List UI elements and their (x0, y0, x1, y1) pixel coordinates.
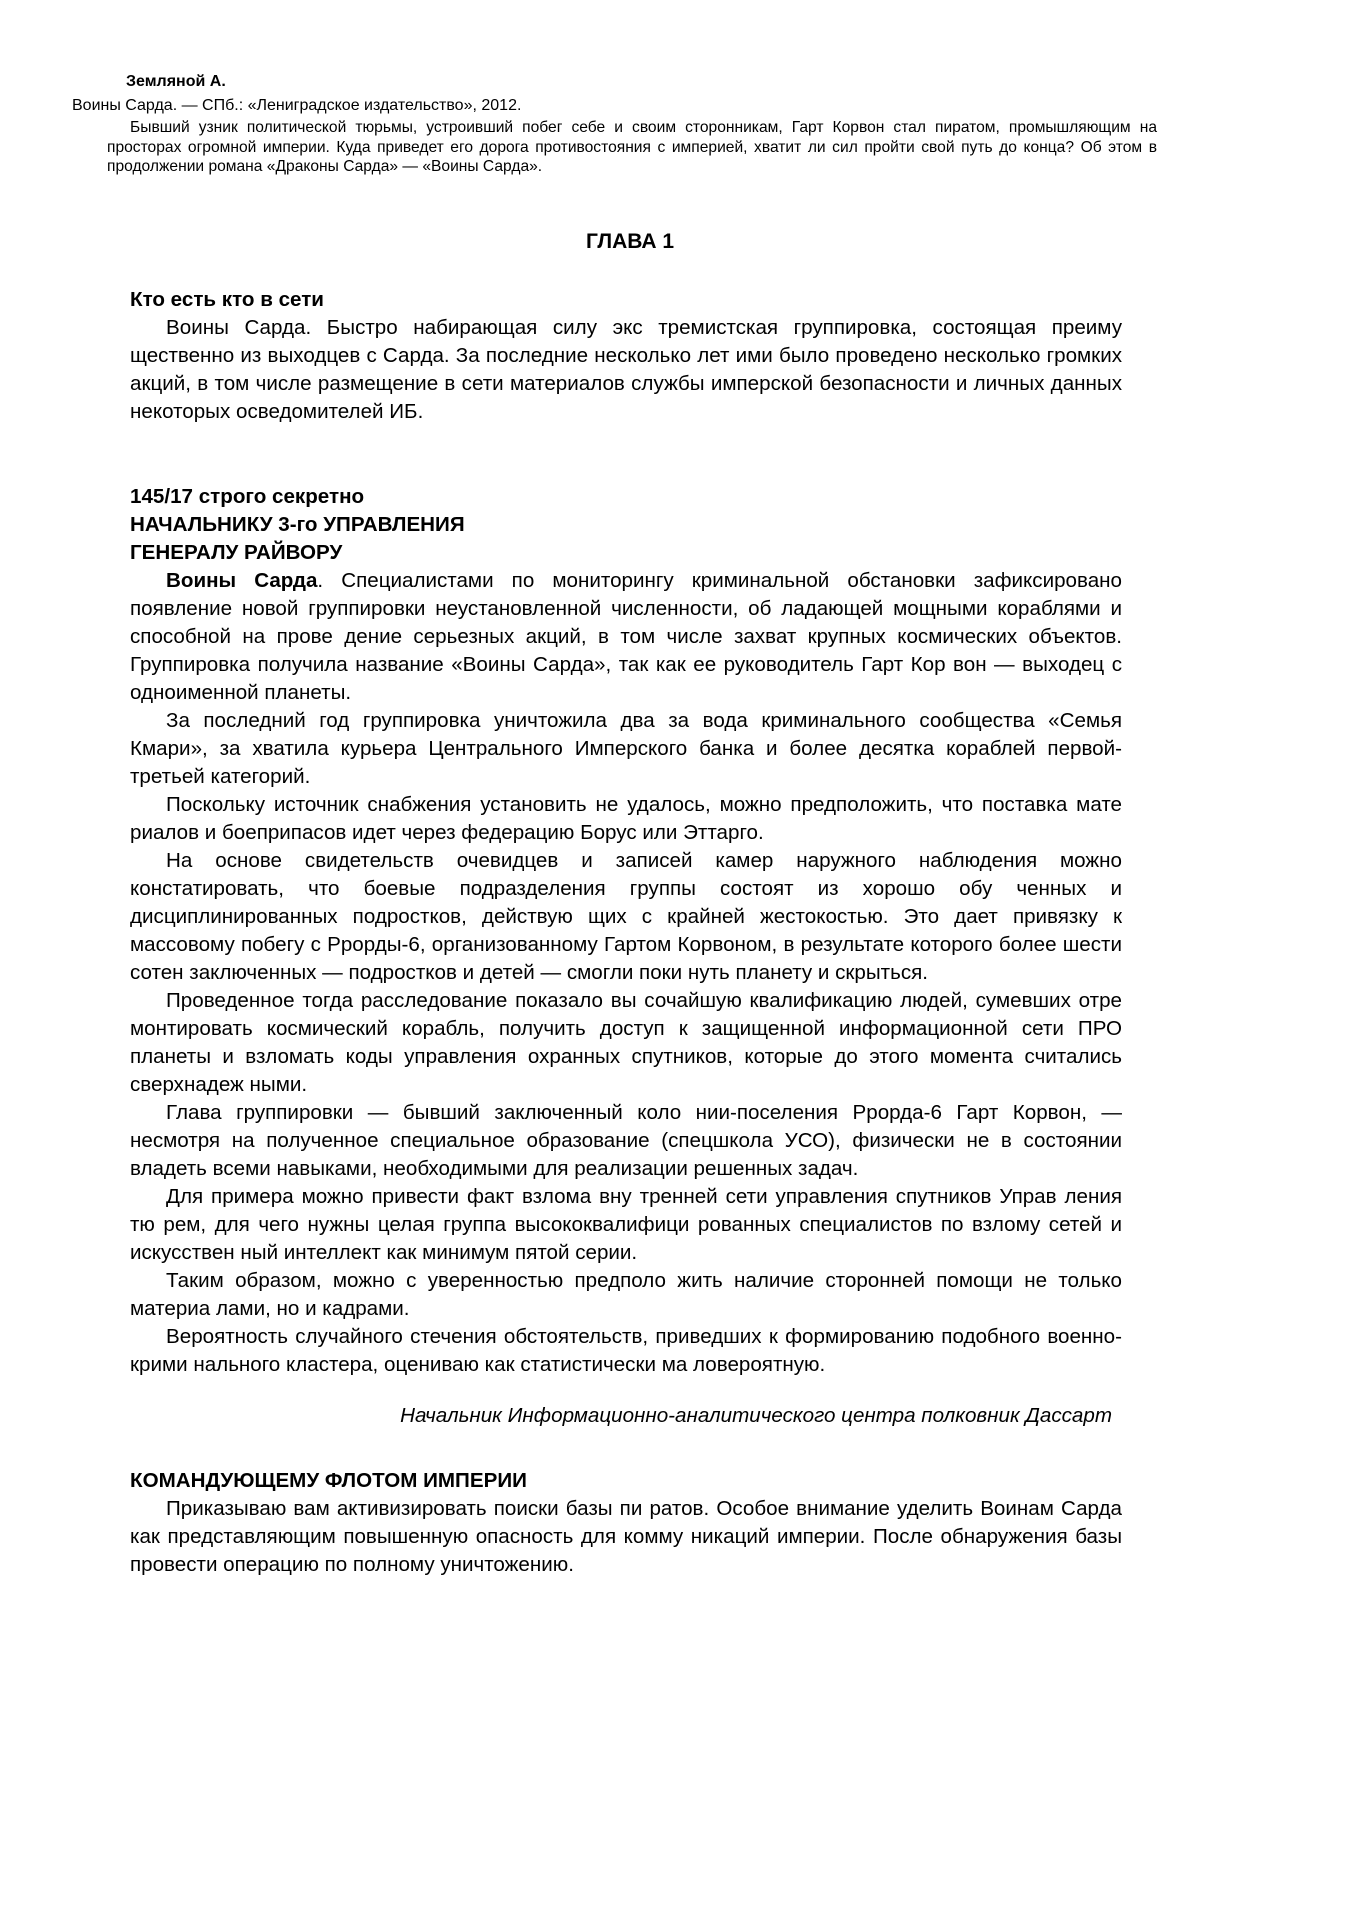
memo-lead-bold: Воины Сарда (166, 569, 318, 592)
memo-paragraph: На основе свидетельств очевидцев и записей камер наружного наблюдения можно констатировать, что боевые подразделения группы состоят из хорошо обу ченных и дисциплинированных подростков, действую щих с крайней жестокостью. Это дает привязку к массовому побегу с Ррорды-6, организованному Гартом Корвоном, в результате которого более шести сотен заключенных — подростков и детей — смогли поки нуть планету и скрыться. (130, 849, 1122, 984)
section-paragraph: Воины Сарда. Быстро набирающая силу экс тремистская группировка, состоящая преиму щественно из выходцев с Сарда. За последние несколько лет ими было проведено несколько громких акций, в том числе размещение в сети материалов службы имперской безопасности и личных данных некоторых осведомителей ИБ. (130, 316, 1122, 423)
book-author: Земляной А. (126, 73, 226, 90)
order-heading: КОМАНДУЮЩЕМУ ФЛОТОМ ИМПЕРИИ (130, 1469, 527, 1492)
book-citation: Воины Сарда. — СПб.: «Лениградское издательство», 2012. (72, 97, 522, 114)
memo-signature: Начальник Информационно-аналитического центра полковник Дассарт (400, 1404, 1112, 1427)
memo-header-line: 145/17 строго секретно (130, 485, 365, 508)
memo-paragraph: Таким образом, можно с уверенностью предполо жить наличие сторонней помощи не только материа лами, но и кадрами. (130, 1269, 1122, 1320)
memo-paragraph (130, 567, 1122, 707)
memo-paragraph: Вероятность случайного стечения обстоятельств, приведших к формированию подобного военно-крими нального кластера, оцениваю как статистически ма ловероятную. (130, 1325, 1122, 1376)
section-heading: Кто есть кто в сети (130, 288, 324, 311)
section-who-is-who (130, 286, 1122, 426)
secret-memo (130, 483, 1122, 1430)
memo-paragraph: Поскольку источник снабжения установить не удалось, можно предположить, что поставка мате риалов и боеприпасов идет через федерацию Борус или Эттарго. (130, 793, 1122, 844)
memo-header-line: ГЕНЕРАЛУ РАЙВОРУ (130, 541, 343, 564)
memo-paragraph: За последний год группировка уничтожила два за вода криминального сообщества «Семья Кмари», за хватила курьера Центрального Имперского банка и более десятка кораблей первой-третьей категорий. (130, 709, 1122, 788)
fleet-order (130, 1467, 1122, 1579)
chapter-title: ГЛАВА 1 (585, 230, 675, 253)
memo-paragraph: Проведенное тогда расследование показало вы сочайшую квалификацию людей, сумевших отре монтировать космический корабль, получить доступ к защищенной информационной сети ПРО планеты и взломать коды управления охранных спутников, которые до этого момента считались сверхнадеж ными. (130, 989, 1122, 1096)
memo-paragraph: Для примера можно привести факт взлома вну тренней сети управления спутников Управ ления тю рем, для чего нужны целая группа высококвалифици рованных специалистов по взлому сетей и искусствен ный интеллект как минимум пятой серии. (130, 1185, 1122, 1264)
spacer (130, 1379, 1122, 1402)
memo-paragraph-text: . Специалистами по мониторингу криминальной обстановки зафиксировано появление новой группировки неустановленной численности, об ладающей мощными кораблями и способной на прове дение серьезных акций, в том числе захват крупных космических объектов. Группировка получила название «Воины Сарда», так как ее руководитель Гарт Кор вон — выходец с одноименной планеты. (130, 569, 1122, 704)
memo-header-line: НАЧАЛЬНИКУ 3-го УПРАВЛЕНИЯ (130, 513, 465, 536)
order-paragraph: Приказываю вам активизировать поиски базы пи ратов. Особое внимание уделить Воинам Сарда как представляющим повышенную опасность для комму никаций империи. После обнаружения базы провести операцию по полному уничтожению. (130, 1497, 1122, 1576)
book-annotation: Бывший узник политической тюрьмы, устроивший побег себе и своим сторонникам, Гарт Корвон стал пиратом, промышляющим на просторах огромной империи. Куда приведет его дорога противостояния с империей, хватит ли сил пройти свой путь до конца? Об этом в продолжении романа «Драконы Сарда» — «Воины Сарда». (107, 119, 1157, 175)
memo-paragraph: Глава группировки — бывший заключенный коло нии-поселения Ррорда-6 Гарт Корвон, — несмотря на полученное специальное образование (спецшкола УСО), физически не в состоянии владеть всеми навыками, необходимыми для реализации решенных задач. (130, 1101, 1122, 1180)
